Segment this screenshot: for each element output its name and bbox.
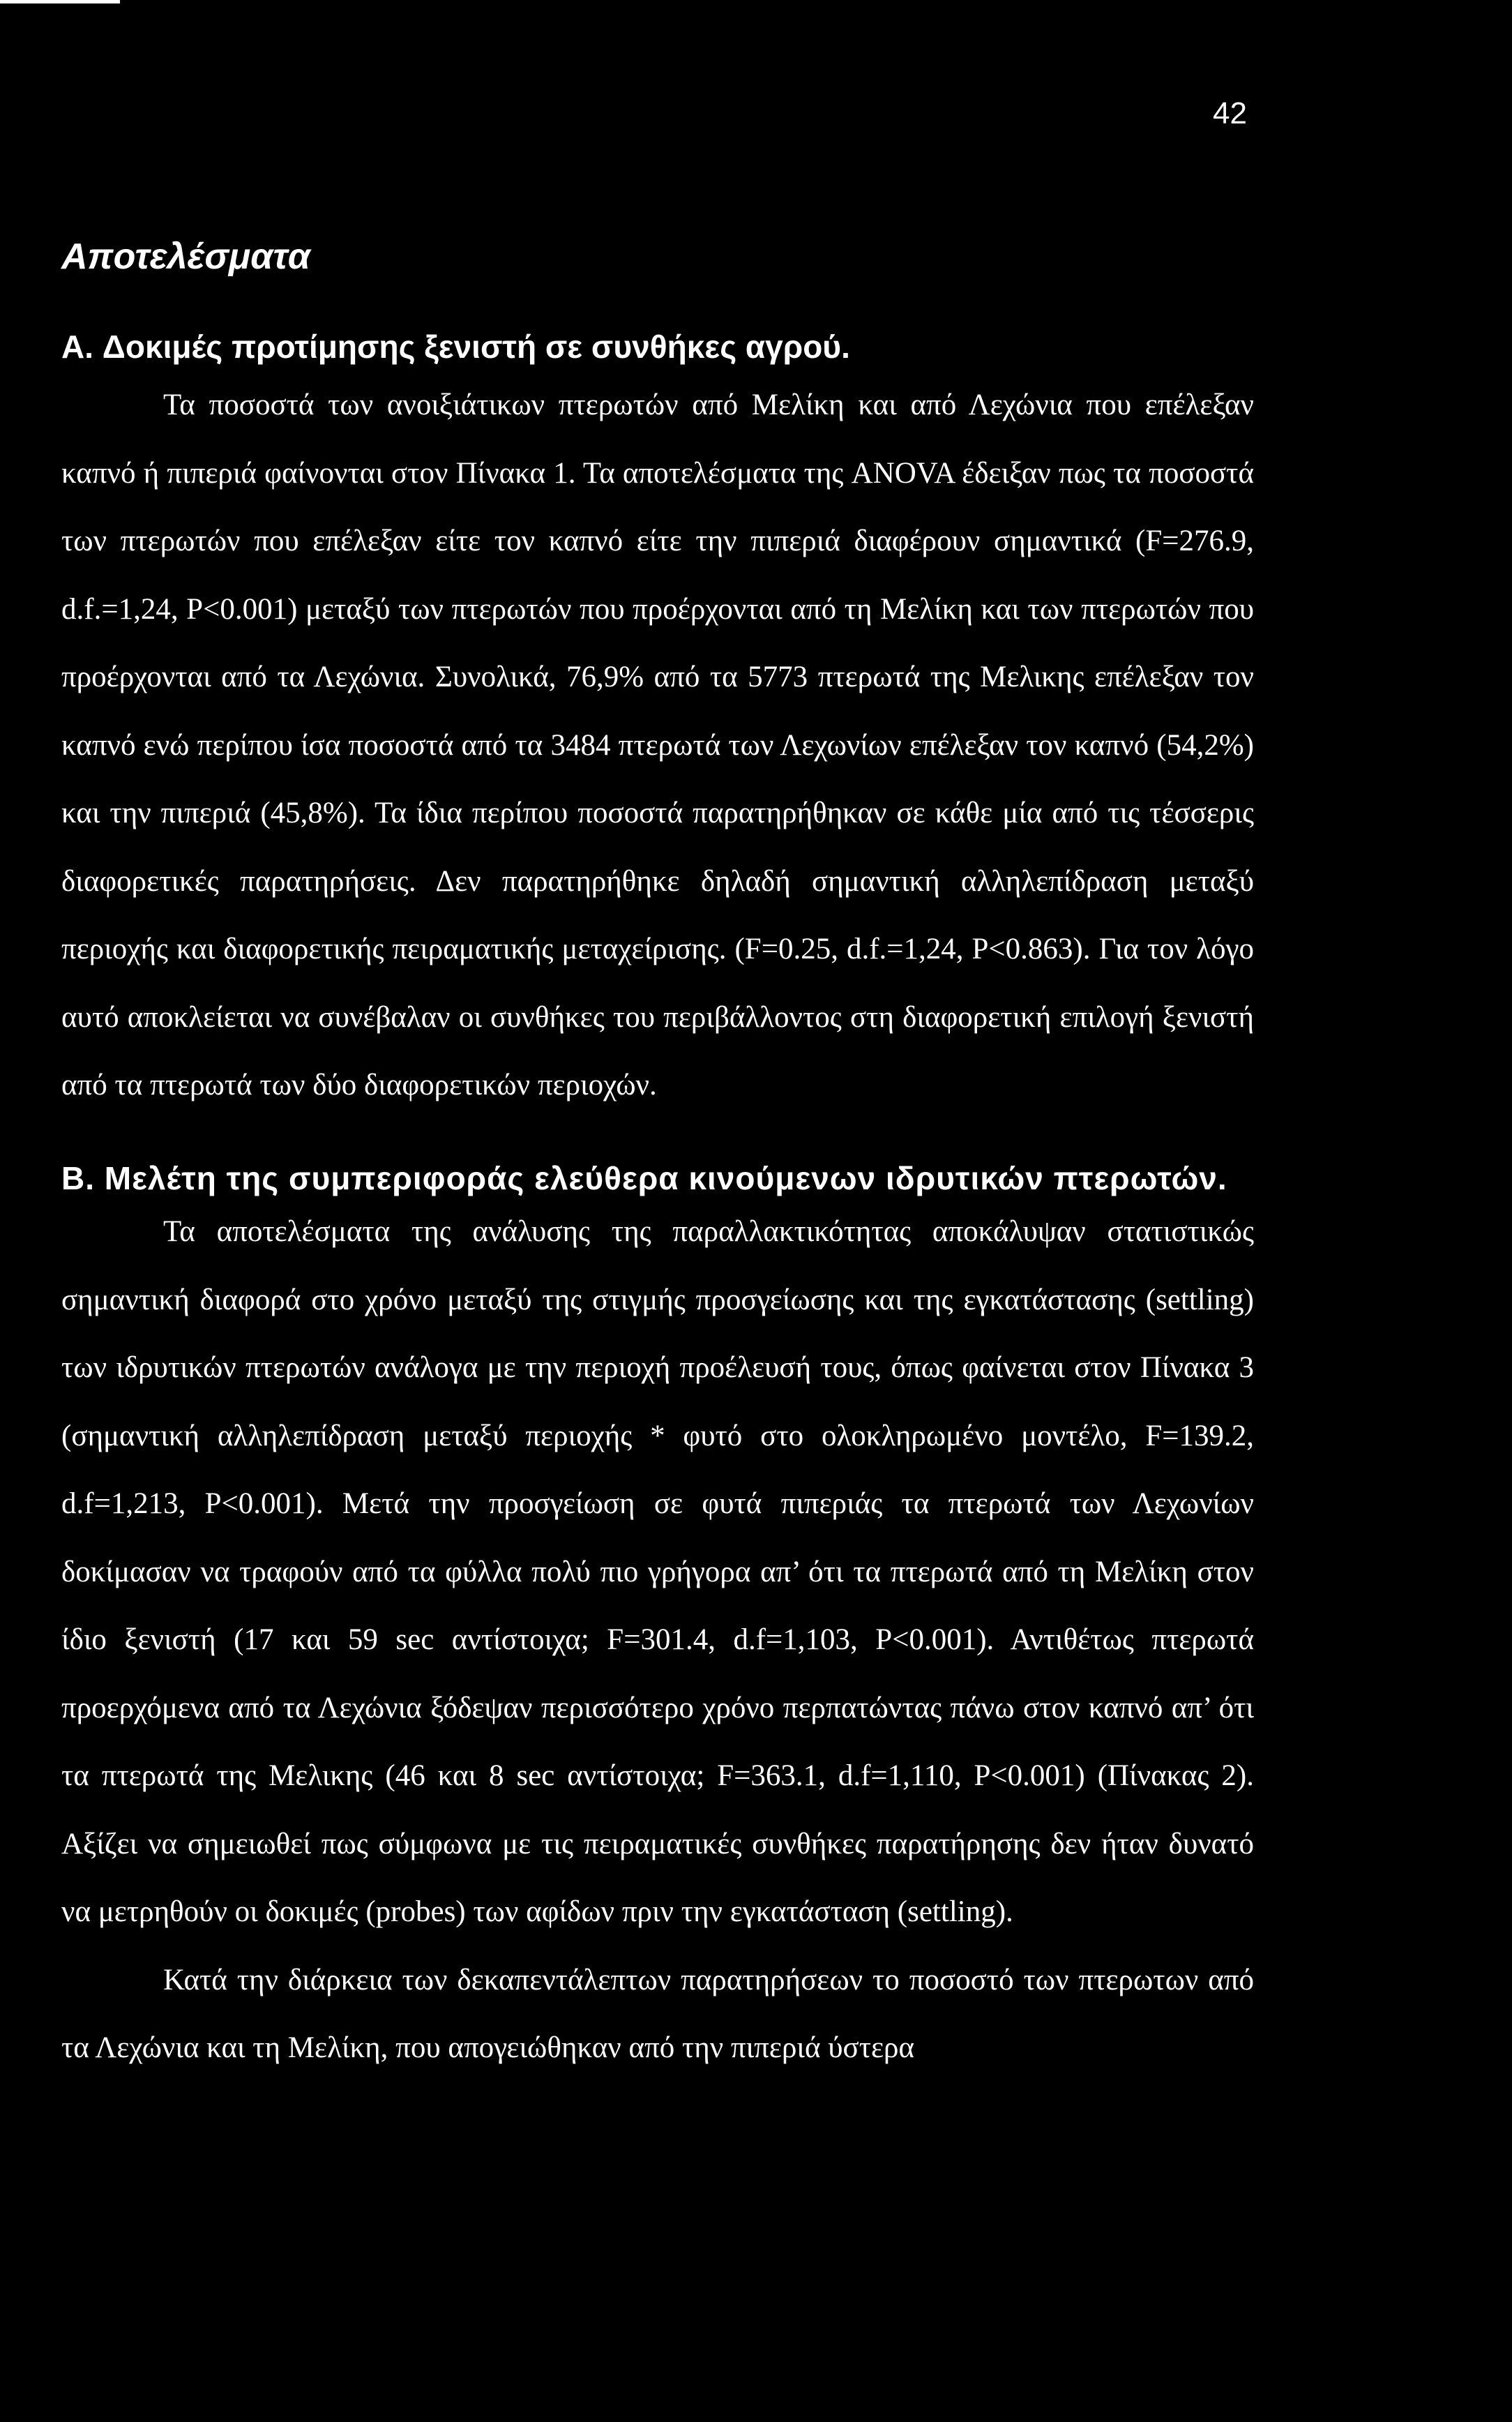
section-title: Αποτελέσματα: [61, 236, 310, 277]
document-body: [61, 237, 1254, 2082]
top-rule: [0, 0, 120, 3]
subsection-a-paragraph: Τα ποσοστά των ανοιξιάτικων πτερωτών από Μελίκη και από Λεχώνια που επέλεξαν καπνό ή πιπεριά φαίνονται στον Πίνακα 1. Τα αποτελέσματα της ANOVA έδειξαν πως τα ποσοστά των πτερωτών που επέλεξαν είτε τον καπνό είτε την πιπεριά διαφέρουν σημαντικά (F=276.9, d.f.=1,24, P<0.001) μεταξύ των πτερωτών που προέρχονται από τη Μελίκη και των πτερωτών που προέρχονται από τα Λεχώνια. Συνολικά, 76,9% από τα 5773 πτερωτά της Μελικης επέλεξαν τον καπνό ενώ περίπου ίσα ποσοστά από τα 3484 πτερωτά των Λεχωνίων επέλεξαν τον καπνό (54,2%) και την πιπεριά (45,8%). Τα ίδια περίπου ποσοστά παρατηρήθηκαν σε κάθε μία από τις τέσσερις διαφορετικές παρατηρήσεις. Δεν παρατηρήθηκε δηλαδή σημαντική αλληλεπίδραση μεταξύ περιοχής και διαφορετικής πειραματικής μεταχείρισης. (F=0.25, d.f.=1,24, P<0.863). Για τον λόγο αυτό αποκλείεται να συνέβαλαν οι συνθήκες του περιβάλλοντος στη διαφορετική επιλογή ξενιστή από τα πτερωτά των δύο διαφορετικών περιοχών.: [61, 389, 1254, 1102]
subsection-b-paragraph-2: Κατά την διάρκεια των δεκαπεντάλεπτων παρατηρήσεων το ποσοστό των πτερωτων από τα Λεχώνια και τη Μελίκη, που απογειώθηκαν από την πιπεριά ύστερα: [61, 1963, 1254, 2065]
page-number: 42: [1213, 96, 1247, 130]
subsection-b-heading: B. Μελέτη της συμπεριφοράς ελεύθερα κινούμενων ιδρυτικών πτερωτών.: [61, 1159, 1227, 1196]
subsection-a-heading: A. Δοκιμές προτίμησης ξενιστή σε συνθήκες αγρού.: [61, 329, 850, 366]
subsection-b-paragraph-1: Τα αποτελέσματα της ανάλυσης της παραλλακτικότητας αποκάλυψαν στατιστικώς σημαντική διαφορά στο χρόνο μεταξύ της στιγμής προσγείωσης και της εγκατάστασης (settling) των ιδρυτικών πτερωτών ανάλογα με την περιοχή προέλευσή τους, όπως φαίνεται στον Πίνακα 3 (σημαντική αλληλεπίδραση μεταξύ περιοχής * φυτό στο ολοκληρωμένο μοντέλο, F=139.2, d.f=1,213, P<0.001). Μετά την προσγείωση σε φυτά πιπεριάς τα πτερωτά των Λεχωνίων δοκίμασαν να τραφούν από τα φύλλα πολύ πιο γρήγορα απ’ ότι τα πτερωτά από τη Μελίκη στον ίδιο ξενιστή (17 και 59 sec αντίστοιχα; F=301.4, d.f=1,103, P<0.001). Αντιθέτως πτερωτά προερχόμενα από τα Λεχώνια ξόδεψαν περισσότερο χρόνο περπατώντας πάνω στον καπνό απ’ ότι τα πτερωτά της Μελικης (46 και 8 sec αντίστοιχα; F=363.1, d.f=1,110, P<0.001) (Πίνακας 2). Αξίζει να σημειωθεί πως σύμφωνα με τις πειραματικές συνθήκες παρατήρησης δεν ήταν δυνατό να μετρηθούν οι δοκιμές (probes) των αφίδων πριν την εγκατάσταση (settling).: [61, 1215, 1254, 1929]
